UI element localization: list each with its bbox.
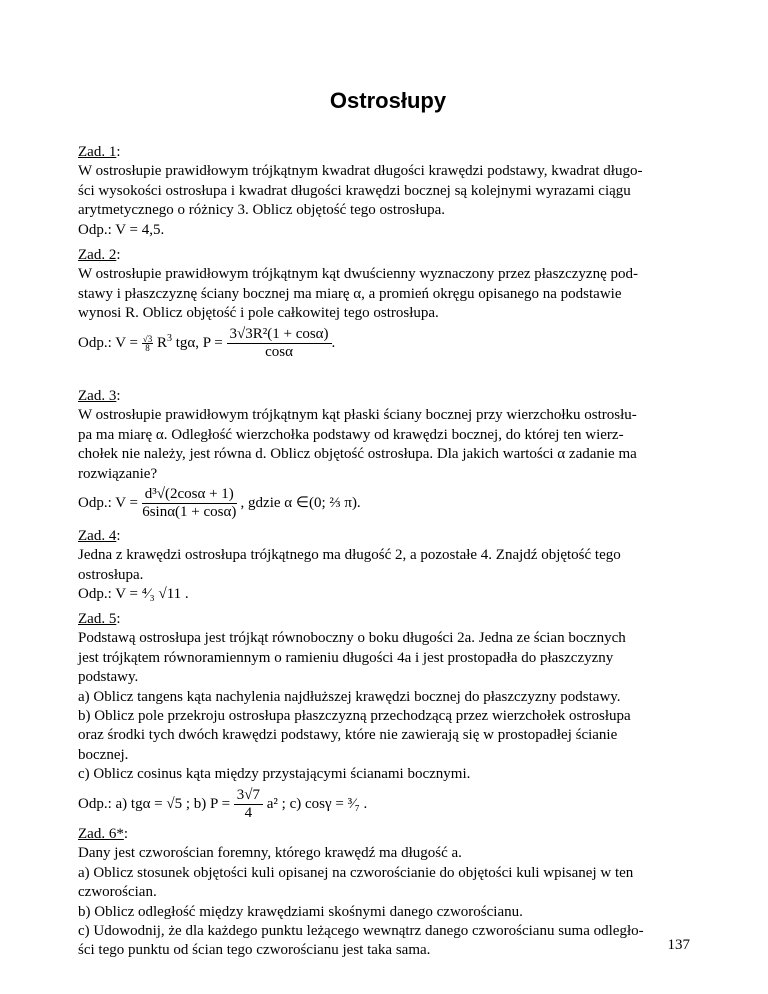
problem-text-line: Jedna z krawędzi ostrosłupa trójkątnego ma długość 2, a pozostałe 4. Znajdź objętość tego — [78, 547, 621, 564]
problem-text-line: W ostrosłupie prawidłowym trójkątnym kąt dwuścienny wyznaczony przez płaszczyznę pod- — [78, 266, 638, 283]
problem-label: Zad. 4 — [78, 528, 117, 544]
problem-4: Zad. 4: Jedna z krawędzi ostrosłupa trójkątnego ma długość 2, a pozostałe 4. Znajdź objętość tego ostrosłupa. Odp.: V = ⁴⁄₃ √11 . — [78, 527, 698, 605]
problem-text-line: W ostrosłupie prawidłowym trójkątnym kwadrat długości krawędzi podstawy, kwadrat długo- — [78, 163, 643, 180]
page-title: Ostrosłupy — [329, 88, 447, 113]
problem-2: Zad. 2: W ostrosłupie prawidłowym trójkątnym kąt dwuścienny wyznaczony przez płaszczyznę pod- stawy i płaszczyznę ściany bocznej ma miarę α, a promień okręgu opisanego na podstawie wynosi R. Oblicz objętość i pole całkowitej tego ostrosłupa. Odp.: V = $\frac{√3}{8}$ $R^3$ tgα, P = $\frac{\text{3√3R²(1 + cosα)}}{\cos\alpha}$ . — [78, 246, 698, 361]
answer: Odp.: V = $\frac{√3}{8}$ $R^3$ tgα, P = $\frac{\text{3√3R²(1 + cosα)}}{\cos\alpha}$ . — [78, 325, 336, 360]
fraction-denominator: 6sinα(1 + cosα) — [142, 504, 237, 521]
problem-text-line: c) Oblicz cosinus kąta między przystającymi ścianami bocznymi. — [78, 766, 471, 783]
answer: Odp.: V = ⁴⁄₃ √11 . — [78, 586, 189, 603]
problem-text-line: arytmetycznego o różnicy 3. Oblicz objętość tego ostrosłupa. — [78, 202, 445, 219]
problem-text-line: pa ma miarę α. Odległość wierzchołka podstawy od krawędzi bocznej, do której ten wierz- — [78, 426, 624, 443]
answer-a2: tgα, P = — [175, 334, 223, 351]
problem-text-line: c) Udowodnij, że dla każdego punktu leżącego wewnątrz danego czworościanu suma odległo- — [78, 923, 644, 940]
answer-suffix: a² ; c) cosγ = ³⁄₇ . — [266, 795, 368, 812]
fraction-sqrt3-over-8: $\frac{√3}{8}$ — [142, 333, 153, 353]
problem-label: Zad. 3 — [78, 388, 117, 404]
problem-1: Zad. 1: W ostrosłupie prawidłowym trójkątnym kwadrat długości krawędzi podstawy, kwadrat długo- ści wysokości ostrosłupa i kwadrat długości krawędzi bocznej są kolejnymi wyrazami ciągu arytmetycznego o różnicy 3. Oblicz objętość tego ostrosłupa. Odp.: V = 4,5. — [78, 143, 698, 240]
problem-text-line: czworościan. — [78, 884, 157, 901]
problem-label: Zad. 5 — [78, 611, 117, 627]
answer-a: R — [156, 334, 167, 351]
problem-5: Zad. 5: Podstawą ostrosłupa jest trójkąt równoboczny o boku długości 2a. Jedna ze ścian bocznych jest trójkątem równoramiennym o ramieniu długości 4a i jest prostopadła do płaszczyzny podstawy. a) Oblicz tangens kąta nachylenia najdłuższej krawędzi bocznej do płaszczyzny podstawy. b) Oblicz pole przekroju ostrosłupa płaszczyzną przechodzącą przez wierzchołek ostrosłupa oraz środki tych dwóch krawędzi podstawy, które nie zawierają się w prostopadłej ścianie bocznej. c) Oblicz cosinus kąta między przystającymi ścianami bocznymi. Odp.: a) tgα = √5 ; b) P = $\frac{3√7}{4}$ a² ; c) cosγ = ³⁄₇ . — [78, 610, 698, 822]
answer-prefix: Odp.: V = — [78, 334, 138, 351]
answer — [78, 486, 698, 521]
problem-label: Zad. 2 — [78, 247, 117, 263]
problem-text-line: jest trójkątem równoramiennym o ramieniu długości 4a i jest prostopadła do płaszczyzny — [78, 649, 614, 666]
problem-text-line: chołek nie należy, jest równa d. Oblicz objętość ostrosłupa. Dla jakich wartości α zadanie ma — [78, 446, 637, 463]
problem-3: Zad. 3: W ostrosłupie prawidłowym trójkątnym kąt płaski ściany bocznej przy wierzchołku ostrosłu- pa ma miarę α. Odległość wierzchołka podstawy od krawędzi bocznej, do której ten wierz- chołek nie należy, jest równa d. Oblicz objętość ostrosłupa. Dla jakich wartości α zadanie ma rozwiązanie? Odp.: V = $\frac{\text{d³√(2cosα + 1)}}{6\sin\alpha(1 + \cos\alpha)}$ , gdzie α ∈(0; ⅔ π). — [78, 387, 698, 521]
problem-text-line: bocznej. — [78, 746, 129, 763]
problem-text-line: rozwiązanie? — [78, 465, 158, 482]
problem-text-line: ści tego punktu od ścian tego czworościanu jest taka sama. — [78, 942, 431, 959]
problem-text-line: a) Oblicz stosunek objętości kuli opisanej na czworościanie do objętości kuli wpisanej w ten — [78, 864, 634, 881]
problem-text-line: W ostrosłupie prawidłowym trójkątnym kąt płaski ściany bocznej przy wierzchołku ostrosłu- — [78, 407, 637, 424]
problem-text-line: Podstawą ostrosłupa jest trójkąt równoboczny o boku długości 2a. Jedna ze ścian bocznych — [78, 630, 626, 647]
answer-prefix: Odp.: a) tgα = √5 ; b) P = — [78, 795, 231, 812]
fraction — [234, 787, 263, 822]
problem-text-line: ści wysokości ostrosłupa i kwadrat długości krawędzi bocznej są kolejnymi wyrazami ciągu — [78, 182, 631, 199]
problem-text-line: oraz środki tych dwóch krawędzi podstawy, które nie zawierają się w prostopadłej ścianie — [78, 727, 618, 744]
fraction-denominator: 4 — [244, 804, 253, 821]
fraction-denominator: cosα — [265, 343, 293, 360]
problem-label: Zad. 6* — [78, 826, 124, 842]
problem-6: Zad. 6*: Dany jest czworościan foremny, którego krawędź ma długość a. a) Oblicz stosunek objętości kuli opisanej na czworościanie do objętości kuli wpisanej w ten czworościan. b) Oblicz odległość między krawędziami skośnymi danego czworościanu. c) Udowodnij, że dla każdego punktu leżącego wewnątrz danego czworościanu suma odległo- ści tego punktu od ścian tego czworościanu jest taka sama. — [78, 825, 698, 961]
problem-text-line: podstawy. — [78, 669, 139, 686]
fraction — [227, 326, 332, 361]
fraction-numerator: 3√3R²(1 + cosα) — [227, 326, 332, 344]
problem-text-line: b) Oblicz pole przekroju ostrosłupa płaszczyzną przechodzącą przez wierzchołek ostrosłupa — [78, 708, 631, 725]
problem-text-line: b) Oblicz odległość między krawędziami skośnymi danego czworościanu. — [78, 903, 523, 920]
fraction-numerator: 3√7 — [234, 787, 263, 805]
answer — [78, 787, 698, 822]
problem-text-line: stawy i płaszczyznę ściany bocznej ma miarę α, a promień okręgu opisanego na podstawie — [78, 285, 622, 302]
answer: Odp.: V = 4,5. — [78, 221, 165, 238]
problem-text-line: Dany jest czworościan foremny, którego krawędź ma długość a. — [78, 845, 462, 862]
page-number: 137 — [667, 937, 690, 953]
problem-text-line: wynosi R. Oblicz objętość i pole całkowitej tego ostrosłupa. — [78, 305, 439, 322]
problem-text-line: ostrosłupa. — [78, 566, 144, 583]
fraction-numerator: d³√(2cosα + 1) — [142, 486, 237, 504]
answer-suffix: , gdzie α ∈(0; ⅔ π). — [240, 494, 361, 511]
problem-label: Zad. 1 — [78, 144, 117, 160]
fraction — [142, 486, 237, 521]
answer-prefix: Odp.: V = — [78, 494, 138, 511]
problem-text-line: a) Oblicz tangens kąta nachylenia najdłuższej krawędzi bocznej do płaszczyzny podstawy. — [78, 688, 621, 705]
